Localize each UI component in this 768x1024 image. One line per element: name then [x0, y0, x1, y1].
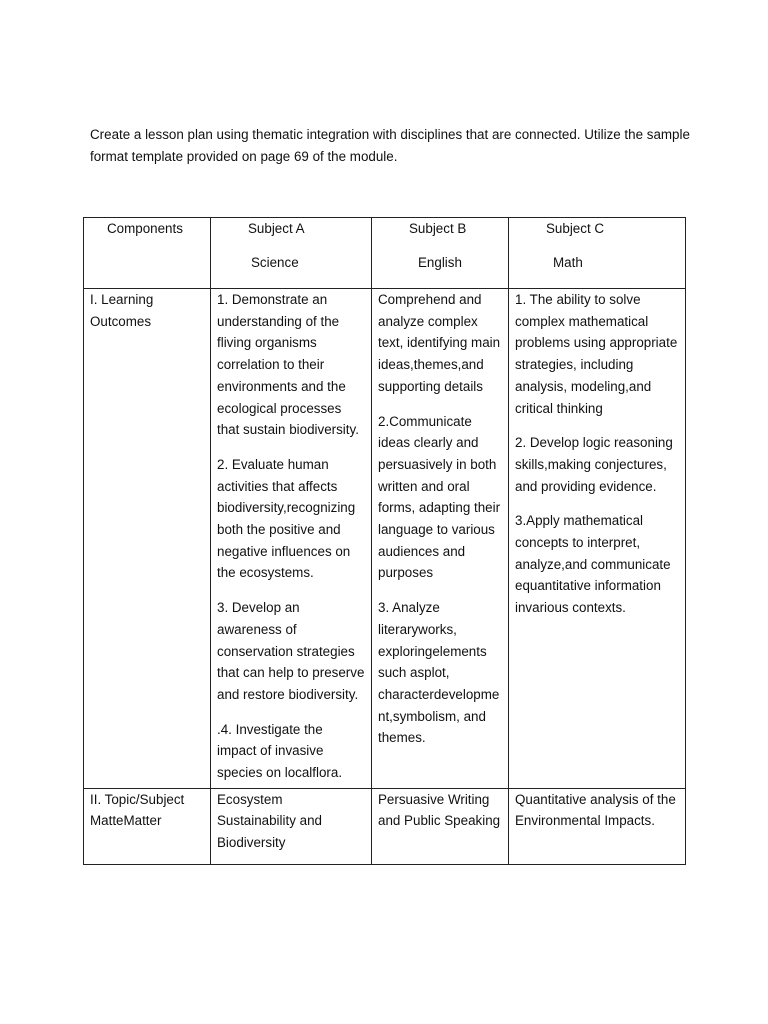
math-outcomes-cell	[509, 289, 686, 789]
assignment-instructions: Create a lesson plan using thematic integration with disciplines that are connected. Utilize the sample format template provided on page 69 of the module.	[90, 127, 690, 164]
subject-c-header	[509, 218, 686, 289]
table-header-row	[84, 218, 686, 289]
science-outcome-item: 3. Develop an awareness of conservation strategies that can help to preserve and restore biodiversity.	[217, 600, 365, 702]
subject-b-header	[372, 218, 509, 289]
math-outcome-item: 1. The ability to solve complex mathematical problems using appropriate strategies, including analysis, modeling,and critical thinking	[515, 292, 678, 416]
learning-outcomes-label: I. Learning Outcomes	[84, 289, 211, 789]
science-topic: Ecosystem Sustainability and Biodiversity	[211, 788, 372, 864]
english-topic: Persuasive Writing and Public Speaking	[372, 788, 509, 864]
subject-b-label: Subject B	[409, 221, 467, 236]
topic-row	[84, 788, 686, 864]
subject-c-name: Math	[553, 255, 583, 270]
science-outcomes-cell	[211, 289, 372, 789]
math-outcome-item: 3.Apply mathematical concepts to interpret, analyze,and communicate equantitative information invarious contexts.	[515, 513, 671, 616]
science-outcome-item: 1. Demonstrate an understanding of the fliving organisms correlation to their environments and the ecological processes that sustain biodiversity.	[217, 292, 359, 438]
english-outcome-item: 3. Analyze literaryworks, exploringelements such asplot, characterdevelopment,symbolism, and themes.	[378, 600, 500, 746]
subject-a-header	[211, 218, 372, 289]
english-outcome-item: 2.Communicate ideas clearly and persuasively in both written and oral forms, adapting their language to various audiences and purposes	[378, 413, 501, 581]
english-outcomes-cell	[372, 289, 509, 789]
science-outcome-item: .4. Investigate the impact of invasive species on localflora.	[217, 721, 343, 781]
subject-b-name: English	[418, 255, 462, 270]
subject-c-label: Subject C	[546, 221, 605, 236]
subject-a-name: Science	[251, 255, 299, 270]
learning-outcomes-row	[84, 289, 686, 789]
english-outcome-item: Comprehend and analyze complex text, identifying main ideas,themes,and supporting details	[378, 292, 501, 394]
lesson-plan-table	[83, 217, 686, 865]
components-header	[84, 218, 211, 289]
science-outcome-item: 2. Evaluate human activities that affects biodiversity,recognizing both the positive and negative influences on the ecosystems.	[217, 456, 356, 581]
topic-label: II. Topic/Subject MatteMatter	[84, 788, 211, 864]
components-header-label: Components	[107, 221, 183, 236]
math-topic: Quantitative analysis of the Environmental Impacts.	[509, 788, 686, 864]
math-outcome-item: 2. Develop logic reasoning skills,making conjectures, and providing evidence.	[515, 435, 673, 494]
subject-a-label: Subject A	[248, 221, 305, 236]
